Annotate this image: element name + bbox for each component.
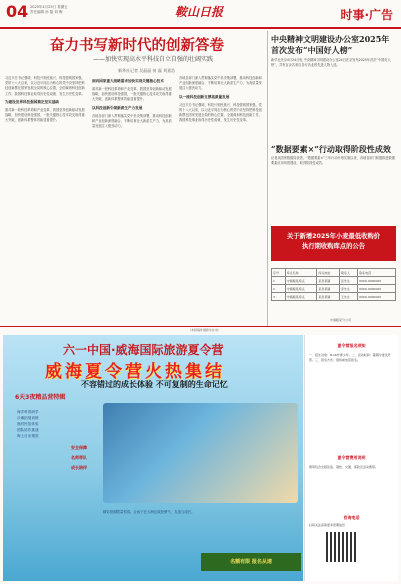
main-subheadline: ——加快实现高水平科技自立自强的壮阔实践 — [93, 56, 214, 63]
paper-logo: 鞍山日报 — [175, 5, 224, 19]
section-divider — [0, 326, 401, 327]
list-item: 海上日出观赏 — [17, 434, 39, 438]
summer-camp-ad — [3, 335, 303, 581]
editor-note: （本版稿件据新华社电） — [188, 328, 222, 332]
right-headline-2: “数据要素×”行动取得阶段性成效 — [271, 144, 391, 154]
sidebar-title: 夏令营报名须知 — [337, 343, 366, 348]
ad-note: 精彩营期限量招募，让孩子在大海边收获勇气、友谊与成长。 — [103, 510, 195, 514]
ad-slogan: 不容错过的成长体验 不可复制的生命记忆 — [81, 380, 228, 389]
right-headline-1b: 首次发布“中国好人榜” — [271, 45, 353, 55]
ad-activity-list — [17, 409, 79, 439]
notice-headline-box: 关于新增2025年小麦最低收购价 执行期收购库点的公告 — [271, 226, 396, 261]
notice-table — [271, 268, 396, 301]
article-subhead: 为建设世界科技强国奠定坚实基础 — [5, 99, 59, 104]
ad-top-line: 六一中国·威海国际旅游夏令营 — [63, 343, 224, 357]
sidebar-title: 夏令营费用说明 — [337, 455, 366, 460]
right-article-1-body: 新华社北京4月24日电 中央精神文明建设办公室24日在京发布2025年首次“中国好人榜”，共有百余名来自各行各业的先进人物入选。 — [271, 58, 391, 68]
main-headline: 奋力书写新时代的创新答卷 — [50, 37, 224, 54]
table-row: 1 中储粮某库点 某县某镇 张先生 0000-0000000 — [272, 277, 396, 285]
ad-banner: 名额有限 报名从速 — [201, 553, 301, 571]
list-item: 海洋科普研学 — [17, 410, 39, 414]
qr-code-icon[interactable] — [326, 532, 356, 562]
list-item: 渔村民俗体验 — [17, 422, 39, 426]
list-item: 团队协作挑战 — [17, 428, 39, 432]
right-headline-1a: 中央精神文明建设办公室2025年 — [271, 34, 390, 44]
section-title: 时事·广告 — [340, 8, 393, 22]
byline: 新华社记者 吴晶晶 何 磊 刘嘉浩 — [118, 68, 176, 73]
column-divider — [267, 31, 268, 326]
article-subhead: 以科技创新引领新质生产力发展 — [92, 105, 143, 110]
table-row: 序号 库点名称 库点地址 联系人 联系电话 — [272, 269, 396, 277]
sidebar-text: 一、招生对象：8-16岁青少年。二、活动时间：暑期分批次开营。三、报名方式：现场或电话报名。 — [309, 353, 391, 362]
article-column-2: 面向国家重大战略需求加快实现关键核心技术 面对新一轮科技革命和产业变革，我国坚持创新驱动发展战略，加快建设科技强国，一批关键核心技术攻关取得重大突破，创新体系整体效能显著提升。 以科技创新引领新质生产力发展 各地各部门深入贯彻落实党中央决策部署，推动科技创新和产业创新深度融合，不断培育壮大新质生产力，为高质量发展注入强劲动力。 — [92, 76, 174, 324]
sidebar-title: 咨询电话 — [343, 515, 360, 520]
table-footer: 中储粮某分公司 — [330, 318, 352, 322]
sidebar-text: 扫码关注获取更多营期信息 — [309, 523, 346, 527]
table-row: 3 中储粮某库点 某县某镇 王先生 0000-0000000 — [272, 293, 396, 301]
table-row: 2 中储粮某库点 某县某镇 李先生 0000-0000000 — [272, 285, 396, 293]
ad-red-line: 6天3夜精品营特辑 — [15, 394, 66, 401]
article-subhead: 面向国家重大战略需求加快实现关键核心技术 — [92, 79, 164, 83]
group-photo — [103, 403, 298, 503]
page-number: 04 — [6, 2, 29, 21]
ad-features: 安全保障 名师带队 成长陪伴 — [71, 445, 87, 470]
list-item: 沙滩拓展训练 — [17, 416, 39, 420]
right-article-2-body: 记者从国家数据局获悉，“数据要素×”三年行动计划实施以来，各地各部门积极推进数据要素应用场景建设，取得阶段性成效。 — [271, 156, 395, 166]
article-subhead: 以一流科技创新支撑高质量发展 — [179, 94, 230, 99]
ad-big-title: 威海夏令营火热集结 — [45, 362, 225, 382]
sidebar-text: 费用包含全程住宿、餐饮、交通、保险及活动费用。 — [309, 465, 379, 469]
article-column-1: 习近平总书记强调，科技兴则民族兴，科技强则国家强。党的十八大以来，以习近平同志为核心的党中央坚持把科技创新摆在国家发展全局的核心位置，全面谋划科技创新工作，我国科技事业取得历史性成就、发生历史性变革。 为建设世界科技强国奠定坚实基础 面对新一轮科技革命和产业变革，我国坚持创新驱动发展战略，加快建设科技强国，一批关键核心技术攻关取得重大突破，创新体系整体效能显著提升。 — [5, 76, 87, 324]
masthead — [0, 0, 401, 29]
date-line: 2025年4月25日 星期五 责任编辑 孙 磊 刘 梅 — [30, 5, 68, 14]
article-column-3: 各地各部门深入贯彻落实党中央决策部署，推动科技创新和产业创新深度融合，不断培育壮大新质生产力，为高质量发展注入强劲动力。 以一流科技创新支撑高质量发展 习近平总书记强调，科技兴则民族兴，科技强则国家强。党的十八大以来，以习近平同志为核心的党中央坚持把科技创新摆在国家发展全局的核心位置，全面谋划科技创新工作，我国科技事业取得历史性成就、发生历史性变革。 — [179, 76, 262, 123]
